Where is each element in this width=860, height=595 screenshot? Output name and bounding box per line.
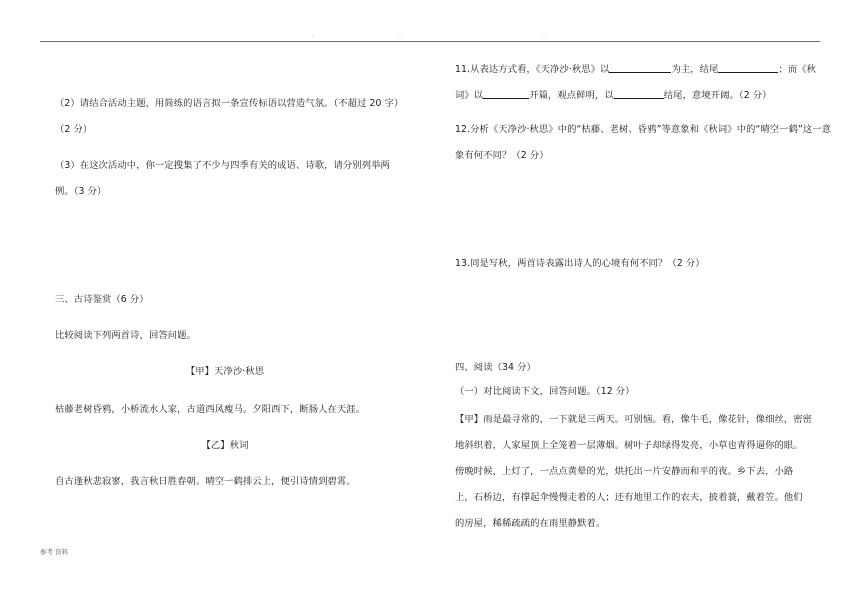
- question-3-text: （3）在这次活动中，你一定搜集了不少与四季有关的成语、诗歌，请分别列举两: [55, 160, 390, 171]
- question-11-part: 词》以: [455, 90, 484, 101]
- answer-blank[interactable]: [483, 89, 529, 99]
- question-11-part: 开篇，观点鲜明，以: [529, 90, 614, 101]
- subsection-1-heading: （一）对比阅读下文，回答问题。（12 分）: [455, 386, 635, 397]
- header-rule: [40, 41, 820, 42]
- poem-b-title: 【乙】秋词: [201, 440, 249, 451]
- question-11-part: 11.从表达方式看，《天净沙·秋思》以: [455, 64, 610, 75]
- header-dot: ..: [398, 33, 402, 39]
- poem-a-title: 【甲】天净沙·秋思: [185, 366, 265, 377]
- question-13-text: 13.同是写秋，两首诗表露出诗人的心境有何不同？（2 分）: [455, 258, 705, 269]
- question-2-score: （2 分）: [55, 124, 93, 135]
- question-12-text-cont: 象有何不同？（2 分）: [455, 150, 549, 161]
- section-3-heading: 三、古诗鉴赏（6 分）: [55, 294, 149, 305]
- passage-line: 的房屋，稀稀疏疏的在雨里静默着。: [455, 518, 606, 529]
- footer-label: 参考 资料: [40, 548, 69, 556]
- question-11-part: 为主，结尾: [671, 64, 719, 75]
- answer-blank[interactable]: [718, 63, 778, 73]
- answer-blank[interactable]: [609, 63, 671, 73]
- question-3-text-cont: 例。（3 分）: [55, 186, 107, 197]
- header-dot: ..: [542, 33, 546, 39]
- question-2-text: （2）请结合活动主题，用简练的语言拟一条宣传标语以营造气氛。（不超过 20 字）: [55, 98, 404, 109]
- passage-line: 上，石桥边，有撑起伞慢慢走着的人；还有地里工作的农夫，披着蓑，戴着笠。他们: [455, 492, 803, 503]
- question-12-text: 12.分析《天净沙·秋思》中的“枯藤、老树、昏鸦”等意象和《秋词》中的“晴空一鹤”这一意: [455, 124, 832, 135]
- reading-instruction: 比较阅读下列两首诗，回答问题。: [55, 330, 196, 341]
- answer-blank[interactable]: [614, 89, 664, 99]
- question-11-part: ；而《秋: [778, 64, 817, 75]
- question-11-line2: [455, 89, 772, 102]
- section-4-heading: 四、阅读（34 分）: [455, 362, 536, 373]
- passage-line: 【甲】雨是最寻常的，一下就是三两天。可别恼。看，像牛毛，像花针，像细丝，密密: [455, 414, 813, 425]
- header-dot: ..: [312, 33, 316, 39]
- question-11-part: 结尾，意境开阔。（2 分）: [663, 90, 772, 101]
- passage-line: 地斜织着，人家屋顶上全笼着一层薄烟。树叶子却绿得发亮，小草也青得逼你的眼。: [455, 440, 803, 451]
- poem-a-text: 枯藤老树昏鸦，小桥流水人家，古道西风瘦马。夕阳西下，断肠人在天涯。: [55, 404, 366, 415]
- passage-line: 傍晚时候，上灯了，一点点黄晕的光，烘托出一片安静而和平的夜。乡下去，小路: [455, 466, 794, 477]
- question-11-line1: [455, 63, 816, 76]
- poem-b-text: 自古逢秋悲寂寥，我言秋日胜春朝。晴空一鹤排云上，便引诗情到碧霄。: [55, 476, 356, 487]
